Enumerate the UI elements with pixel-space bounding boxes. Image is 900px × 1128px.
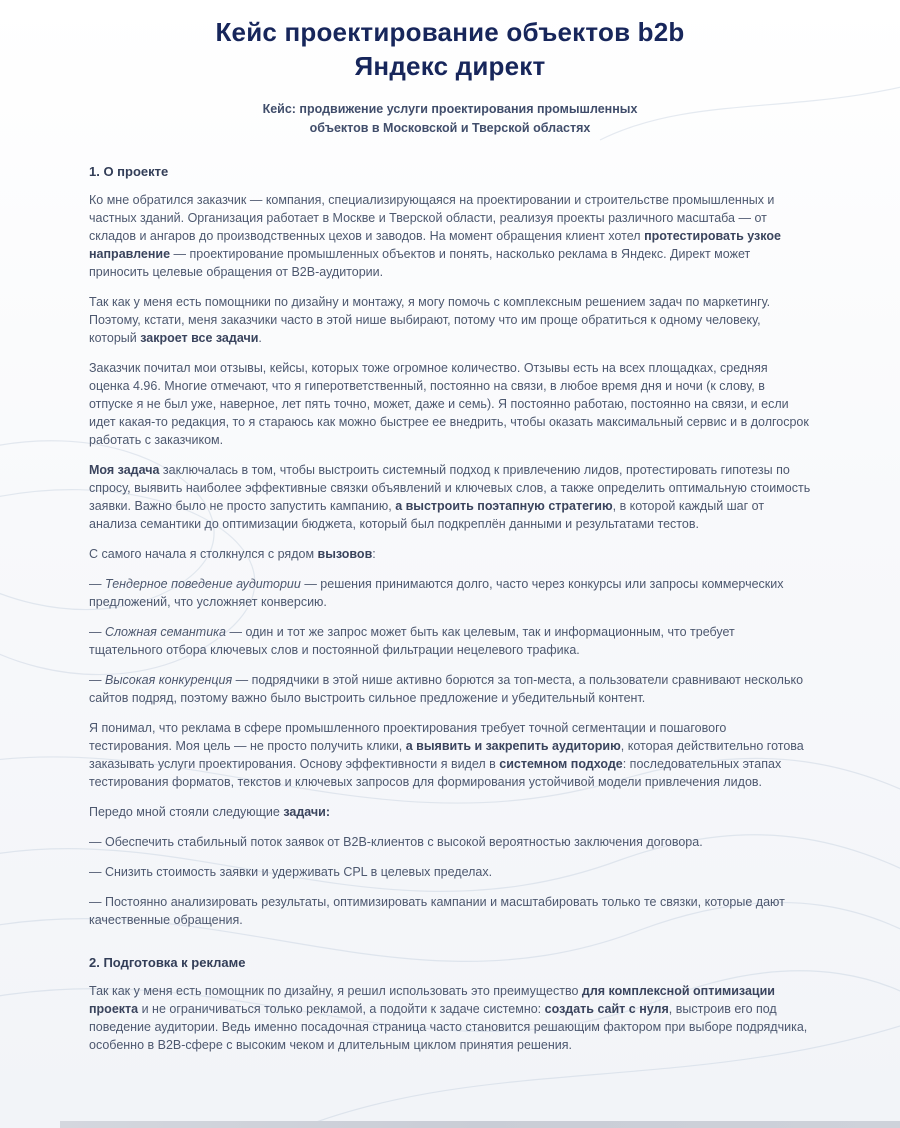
section-heading-ad-preparation: 2. Подготовка к рекламе bbox=[89, 955, 246, 971]
paragraph bbox=[89, 293, 811, 347]
body-text: , которая действительно готова заказывать услуги проектирования. Основу эффективности я видел в bbox=[89, 739, 804, 772]
page-title-line-1: Кейс проектирование объектов b2b bbox=[215, 17, 685, 47]
body-text: . bbox=[258, 331, 262, 346]
next-section-edge bbox=[60, 1121, 900, 1128]
italic-text: Тендерное поведение аудитории bbox=[104, 577, 301, 592]
body-text: — проектирование промышленных объектов и понять, насколько реклама в Яндекс. Директ может приносить целевые обращения от B2B-аудитории. bbox=[89, 247, 751, 280]
paragraph bbox=[89, 893, 811, 929]
paragraph bbox=[89, 719, 811, 791]
body-text: : последовательных этапах тестирования форматов, текстов и ключевых запросов для формирования устойчивой модели привлечения лидов. bbox=[89, 757, 782, 790]
paragraph bbox=[89, 982, 811, 1054]
paragraph bbox=[89, 461, 811, 533]
paragraph bbox=[89, 359, 811, 449]
body-text: : bbox=[372, 547, 376, 562]
page-title-line-2: Яндекс директ bbox=[354, 50, 546, 81]
body-text: Так как у меня есть помощник по дизайну, я решил использовать это преимущество bbox=[89, 984, 582, 999]
body-text: — bbox=[89, 577, 105, 592]
bold-text: Моя задача bbox=[89, 463, 160, 478]
italic-text: Сложная семантика bbox=[104, 625, 226, 640]
body-text: , выстроив его под поведение аудитории. Ведь именно посадочная страница часто становится решающим фактором при выборе подрядчика, особенно в B2B-сфере с высоким чеком и длительным циклом принятия решения. bbox=[89, 1002, 808, 1053]
bold-text: вызовов bbox=[317, 547, 373, 562]
body-text: — решения принимаются долго, часто через конкурсы или запросы коммерческих предложений, что усложняет конверсию. bbox=[89, 577, 784, 610]
bold-text: создать сайт с нуля bbox=[544, 1002, 669, 1017]
bold-text: задачи: bbox=[283, 805, 331, 820]
paragraph bbox=[89, 191, 811, 281]
paragraph bbox=[89, 575, 811, 611]
section-heading-about-project: 1. О проекте bbox=[89, 164, 169, 180]
section-body-ad-preparation bbox=[89, 982, 811, 1054]
body-text: С самого начала я столкнулся с рядом bbox=[89, 547, 318, 562]
section-ad-preparation bbox=[89, 955, 811, 1054]
section-about-project bbox=[89, 164, 811, 929]
italic-text: Высокая конкуренция bbox=[104, 673, 233, 688]
bold-text: закроет все задачи bbox=[140, 331, 259, 346]
body-text: и не ограничиваться только рекламой, а подойти к задаче системно: bbox=[138, 1002, 545, 1017]
body-text: — один и тот же запрос может быть как целевым, так и информационным, что требует тщательного отбора ключевых слов и постоянной фильтрации нецелевого трафика. bbox=[89, 625, 735, 658]
body-text: — подрядчики в этой нише активно борются за топ-места, а пользователи сравнивают несколько сайтов подряд, поэтому важно было выстроить сильное предложение и убедительный контент. bbox=[89, 673, 804, 706]
bold-text: а выявить и закрепить аудиторию bbox=[405, 739, 621, 754]
paragraph bbox=[89, 623, 811, 659]
body-text: Заказчик почитал мои отзывы, кейсы, которых тоже огромное количество. Отзывы есть на всех площадках, средняя оценка 4.96. Многие отмечают, что я гиперответственный, постоянно на связи, в любое время дня и ночи (к слову, в отпуске я не был уже, наверное, лет пять точно, может, даже и семь). Я постоянно работаю, постоянно на связи, и если идет какая-то редакция, то я стараюсь как можно быстрее ее внедрить, чтобы оказать максимальный сервис и в долгосрок работать с заказчиком. bbox=[89, 361, 809, 448]
body-text: — Снизить стоимость заявки и удерживать CPL в целевых пределах. bbox=[89, 865, 493, 880]
page-subtitle-line-2: объектов в Московской и Тверской областях bbox=[309, 120, 591, 135]
paragraph bbox=[89, 833, 811, 851]
section-body-about-project bbox=[89, 191, 811, 929]
body-text: Передо мной стояли следующие bbox=[89, 805, 284, 820]
body-text: Так как у меня есть помощники по дизайну и монтажу, я могу помочь с комплексным решением задач по маркетингу. Поэтому, кстати, меня заказчики часто в этой нише выбирают, потому что им проще обратиться к одному человеку, который bbox=[89, 295, 771, 346]
body-text: Ко мне обратился заказчик — компания, специализирующаяся на проектировании и строительстве промышленных и частных зданий. Организация работает в Москве и Тверской области, реализуя проекты различного масштаба — от складов и ангаров до производственных цехов и заводов. На момент обращения клиент хотел bbox=[89, 193, 775, 244]
bold-text: для комплексной оптимизации проекта bbox=[89, 984, 775, 1017]
body-text: Я понимал, что реклама в сфере промышленного проектирования требует точной сегментации и пошагового тестирования. Моя цель — не просто получить клики, bbox=[89, 721, 727, 754]
page-subtitle-line-1: Кейс: продвижение услуги проектирования промышленных bbox=[262, 101, 638, 116]
body-text: — Постоянно анализировать результаты, оптимизировать кампании и масштабировать только те связки, которые дают качественные обращения. bbox=[89, 895, 785, 928]
paragraph bbox=[89, 863, 811, 881]
bold-text: системном подходе bbox=[499, 757, 623, 772]
case-study-page bbox=[89, 0, 811, 1054]
body-text: — bbox=[89, 673, 105, 688]
page-title bbox=[89, 16, 811, 84]
paragraph bbox=[89, 545, 811, 563]
bold-text: а выстроить поэтапную стратегию bbox=[395, 499, 613, 514]
paragraph bbox=[89, 671, 811, 707]
body-text: заключалась в том, чтобы выстроить системный подход к привлечению лидов, протестировать гипотезы по спросу, выявить наиболее эффективные связки объявлений и ключевых слов, а также определить оптимальную стоимость заявки. Важно было не просто запустить кампанию, bbox=[89, 463, 811, 514]
body-text: , в которой каждый шаг от анализа семантики до оптимизации бюджета, который был подкреплён данными и результатами тестов. bbox=[89, 499, 765, 532]
page-subtitle bbox=[89, 100, 811, 139]
bold-text: протестировать узкое направление bbox=[89, 229, 781, 262]
paragraph bbox=[89, 803, 811, 821]
body-text: — bbox=[89, 625, 105, 640]
body-text: — Обеспечить стабильный поток заявок от B2B-клиентов с высокой вероятностью заключения договора. bbox=[89, 835, 703, 850]
